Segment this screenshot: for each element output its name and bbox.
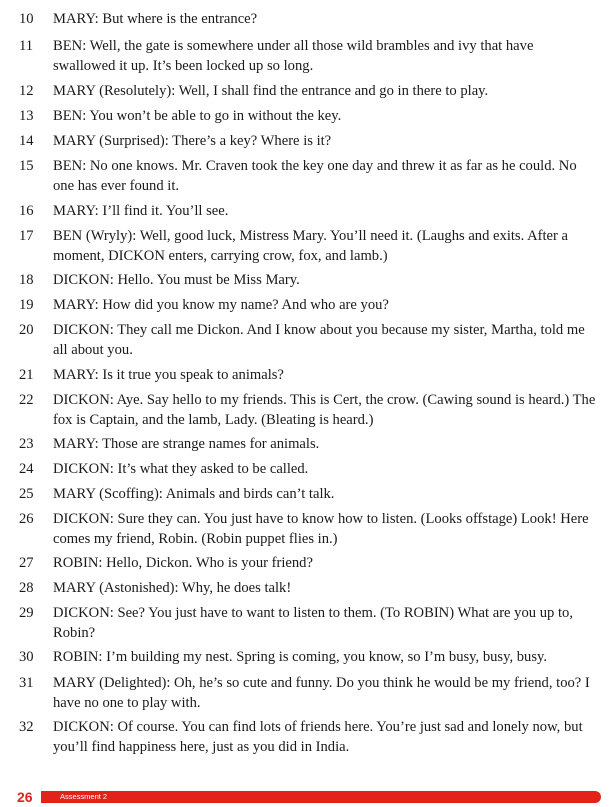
line-text: BEN: You won’t be able to go in without the key. [53, 108, 342, 124]
line-text: DICKON: Of course. You can find lots of friends here. You’re just sad and lonely now, but you’ll find happiness here, just as you did in India. [53, 719, 583, 755]
line-number: 16 [19, 203, 34, 219]
line-text: MARY (Resolutely): Well, I shall find the entrance and go in there to play. [53, 83, 489, 99]
line-number: 31 [19, 675, 34, 691]
line-text: MARY: But where is the entrance? [53, 11, 258, 27]
line-text: MARY (Astonished): Why, he does talk! [53, 580, 292, 596]
line-text: BEN (Wryly): Well, good luck, Mistress Mary. You’ll need it. (Laughs and exits. After a moment, DICKON enters, carrying crow, fox, and lamb.) [53, 228, 569, 264]
line-number: 10 [19, 11, 34, 27]
line-number: 12 [19, 83, 34, 99]
line-text: DICKON: Hello. You must be Miss Mary. [53, 272, 300, 288]
line-text: DICKON: See? You just have to want to listen to them. (To ROBIN) What are you up to, Robin? [53, 605, 573, 641]
line-number: 15 [19, 158, 34, 174]
footer-bar [41, 791, 601, 803]
line-text: MARY: Those are strange names for animals. [53, 436, 320, 452]
line-number: 25 [19, 486, 34, 502]
line-number: 17 [19, 228, 34, 244]
footer-label: Assessment 2 [60, 792, 108, 801]
line-text: MARY: I’ll find it. You’ll see. [53, 203, 229, 219]
line-number: 21 [19, 367, 34, 383]
line-number: 30 [19, 649, 34, 665]
line-text: ROBIN: Hello, Dickon. Who is your friend? [53, 555, 313, 571]
line-number: 26 [19, 511, 34, 527]
line-number: 28 [19, 580, 34, 596]
line-text: DICKON: Sure they can. You just have to know how to listen. (Looks offstage) Look! Here comes my friend, Robin. (Robin puppet flies in.) [53, 511, 589, 547]
page-footer [0, 787, 613, 807]
line-text: MARY (Surprised): There’s a key? Where is it? [53, 133, 332, 149]
line-number: 19 [19, 297, 34, 313]
line-text: MARY (Delighted): Oh, he’s so cute and funny. Do you think he would be my friend, too? I have no one to play with. [53, 675, 590, 711]
line-text: MARY: Is it true you speak to animals? [53, 367, 284, 383]
line-text: DICKON: They call me Dickon. And I know about you because my sister, Martha, told me all about you. [53, 322, 585, 358]
line-number: 11 [19, 38, 34, 54]
line-number: 32 [19, 719, 34, 735]
page-number: 26 [17, 789, 33, 805]
line-number: 14 [19, 133, 34, 149]
line-number: 13 [19, 108, 34, 124]
line-text: DICKON: Aye. Say hello to my friends. This is Cert, the crow. (Cawing sound is heard.) The fox is Captain, and the lamb, Lady. (Bleating is heard.) [53, 392, 596, 428]
line-text: DICKON: It’s what they asked to be called. [53, 461, 309, 477]
line-text: BEN: No one knows. Mr. Craven took the key one day and threw it as far as he could. No one has ever found it. [53, 158, 577, 194]
line-number: 27 [19, 555, 34, 571]
line-number: 20 [19, 322, 34, 338]
line-number: 18 [19, 272, 34, 288]
line-text: ROBIN: I’m building my nest. Spring is coming, you know, so I’m busy, busy, busy. [53, 649, 548, 665]
line-number: 29 [19, 605, 34, 621]
line-number: 23 [19, 436, 34, 452]
line-number: 24 [19, 461, 34, 477]
line-number: 22 [19, 392, 34, 408]
line-text: MARY (Scoffing): Animals and birds can’t talk. [53, 486, 335, 502]
line-text: BEN: Well, the gate is somewhere under all those wild brambles and ivy that have swallowed it up. It’s been locked up so long. [53, 38, 534, 74]
line-text: MARY: How did you know my name? And who are you? [53, 297, 389, 313]
